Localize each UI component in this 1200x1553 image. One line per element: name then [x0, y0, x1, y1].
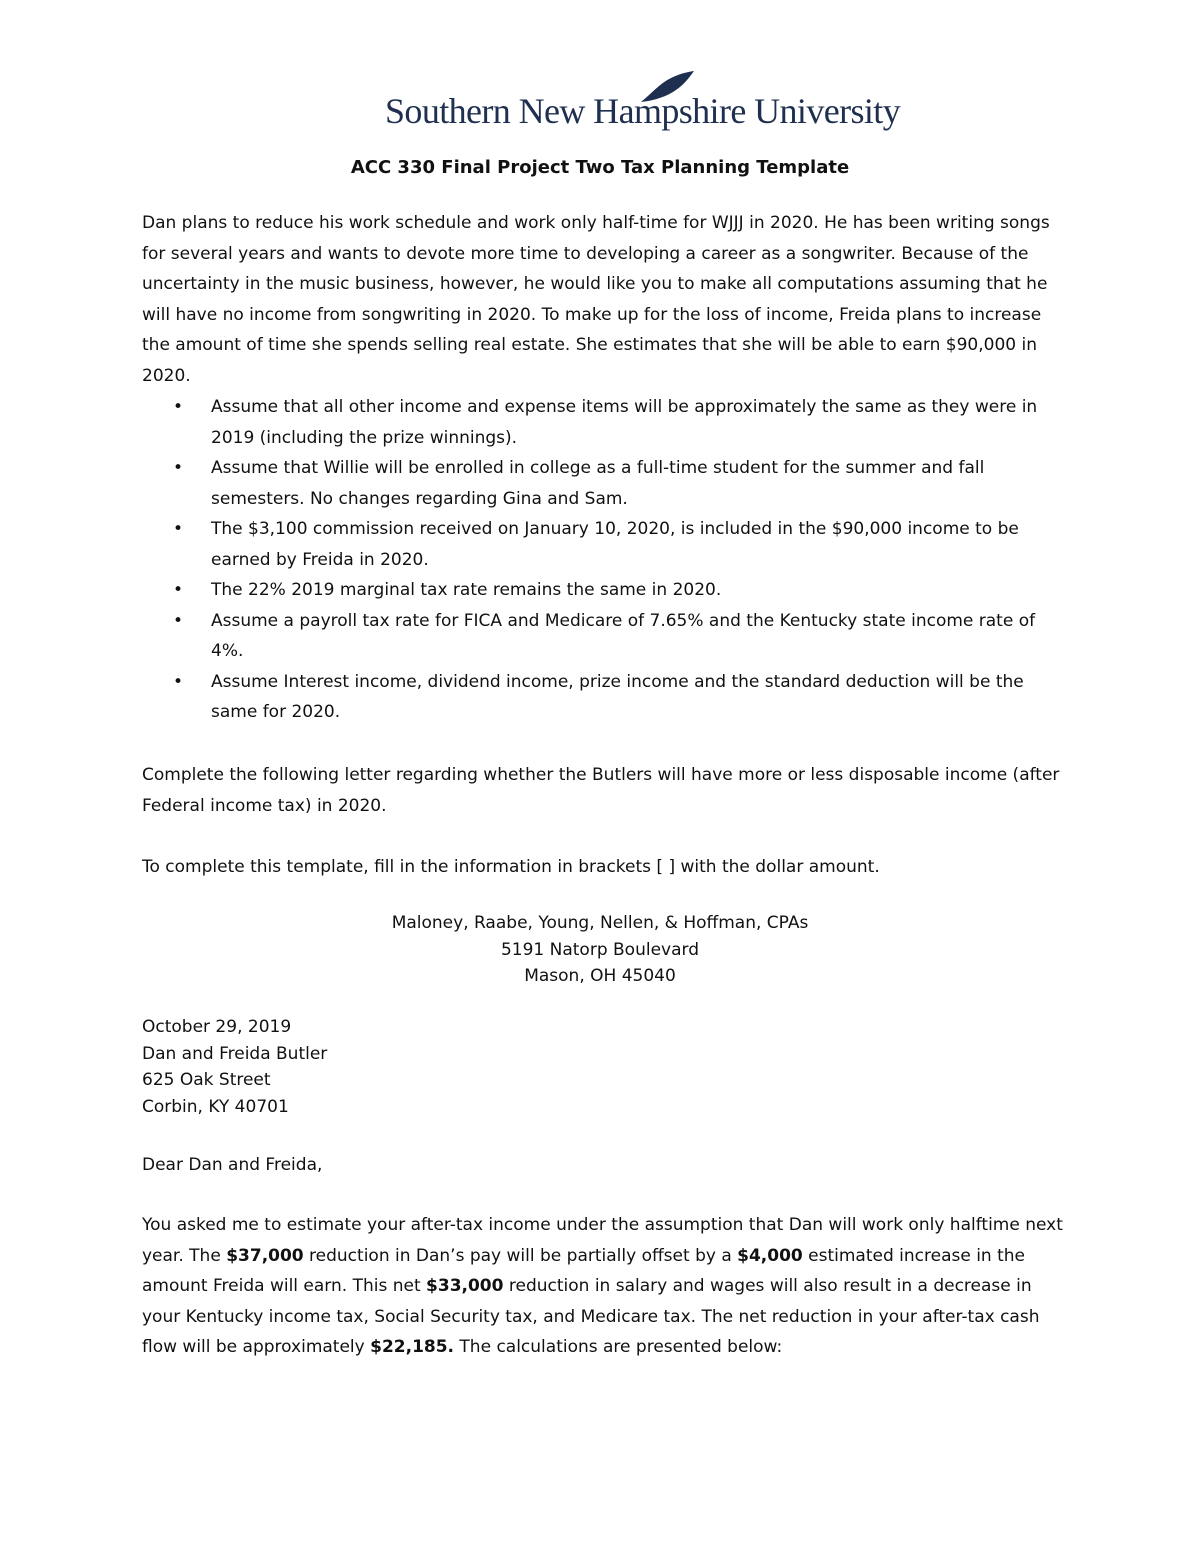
university-logo [385, 70, 901, 140]
list-item: • Assume that all other income and expense items will be approximately the same as they were in 2019 (including the prize winnings). [142, 392, 1072, 453]
firm-name: Maloney, Raabe, Young, Nellen, & Hoffman, CPAs [391, 913, 809, 933]
recipient-name: Dan and Freida Butler [142, 1043, 328, 1064]
instruction-paragraph: Complete the following letter regarding whether the Butlers will have more or less disposable income (after Federal income tax) in 2020. [142, 765, 1060, 816]
firm-address [0, 910, 1200, 990]
recipient-city: Corbin, KY 40701 [142, 1096, 289, 1117]
template-instruction: To complete this template, fill in the information in brackets [ ] with the dollar amount. [142, 857, 880, 877]
document-title: ACC 330 Final Project Two Tax Planning Template [350, 157, 850, 178]
body-text: estimated increase in the amount Freida will earn. This net [142, 1245, 1026, 1296]
letter-date: October 29, 2019 [142, 1017, 292, 1037]
body-text: The calculations are presented below: [454, 1337, 783, 1357]
body-text: reduction in salary and wages will also result in a decrease in your Kentucky income tax, Social Security tax, and Medicare tax. The net reduction in your after-tax cash flow will be approximately [142, 1276, 1040, 1357]
freida-increase: $4,000 [737, 1245, 803, 1266]
assumptions-list [142, 392, 1072, 728]
recipient-block [142, 1014, 327, 1120]
list-item: • Assume Interest income, dividend income, prize income and the standard deduction will be the same for 2020. [142, 667, 1072, 728]
recipient-street: 625 Oak Street [142, 1070, 271, 1090]
firm-city: Mason, OH 45040 [524, 966, 676, 986]
dan-pay-reduction: $37,000 [226, 1245, 304, 1266]
list-item: • The 22% 2019 marginal tax rate remains the same in 2020. [142, 575, 1072, 606]
after-tax-reduction: $22,185. [370, 1337, 455, 1357]
body-text: reduction in Dan’s pay will be partially offset by a [303, 1245, 738, 1266]
list-item: • The $3,100 commission received on January 10, 2020, is included in the $90,000 income to be earned by Freida in 2020. [142, 514, 1072, 575]
list-item: • Assume that Willie will be enrolled in college as a full-time student for the summer and fall semesters. No changes regarding Gina and Sam. [142, 453, 1072, 514]
firm-street: 5191 Natorp Boulevard [500, 939, 700, 960]
logo-wordmark: Southern New Hampshire University [385, 91, 901, 131]
letter-body [142, 1210, 1072, 1363]
net-reduction: $33,000 [426, 1276, 504, 1296]
salutation: Dear Dan and Freida, [142, 1155, 323, 1175]
leaf-icon [637, 70, 697, 104]
intro-paragraph: Dan plans to reduce his work schedule and work only half-time for WJJJ in 2020. He has been writing songs for several years and wants to devote more time to developing a career as a songwriter. Because of the uncertainty in the music business, however, he would like you to make all computations assuming that he will have no income from songwriting in 2020. To make up for the loss of income, Freida plans to increase the amount of time she spends selling real estate. She estimates that she will be able to earn $90,000 in 2020. [142, 213, 1050, 386]
body-text: You asked me to estimate your after-tax income under the assumption that Dan will work only halftime next year. The [142, 1215, 1063, 1266]
list-item: • Assume a payroll tax rate for FICA and Medicare of 7.65% and the Kentucky state income rate of 4%. [142, 606, 1072, 667]
